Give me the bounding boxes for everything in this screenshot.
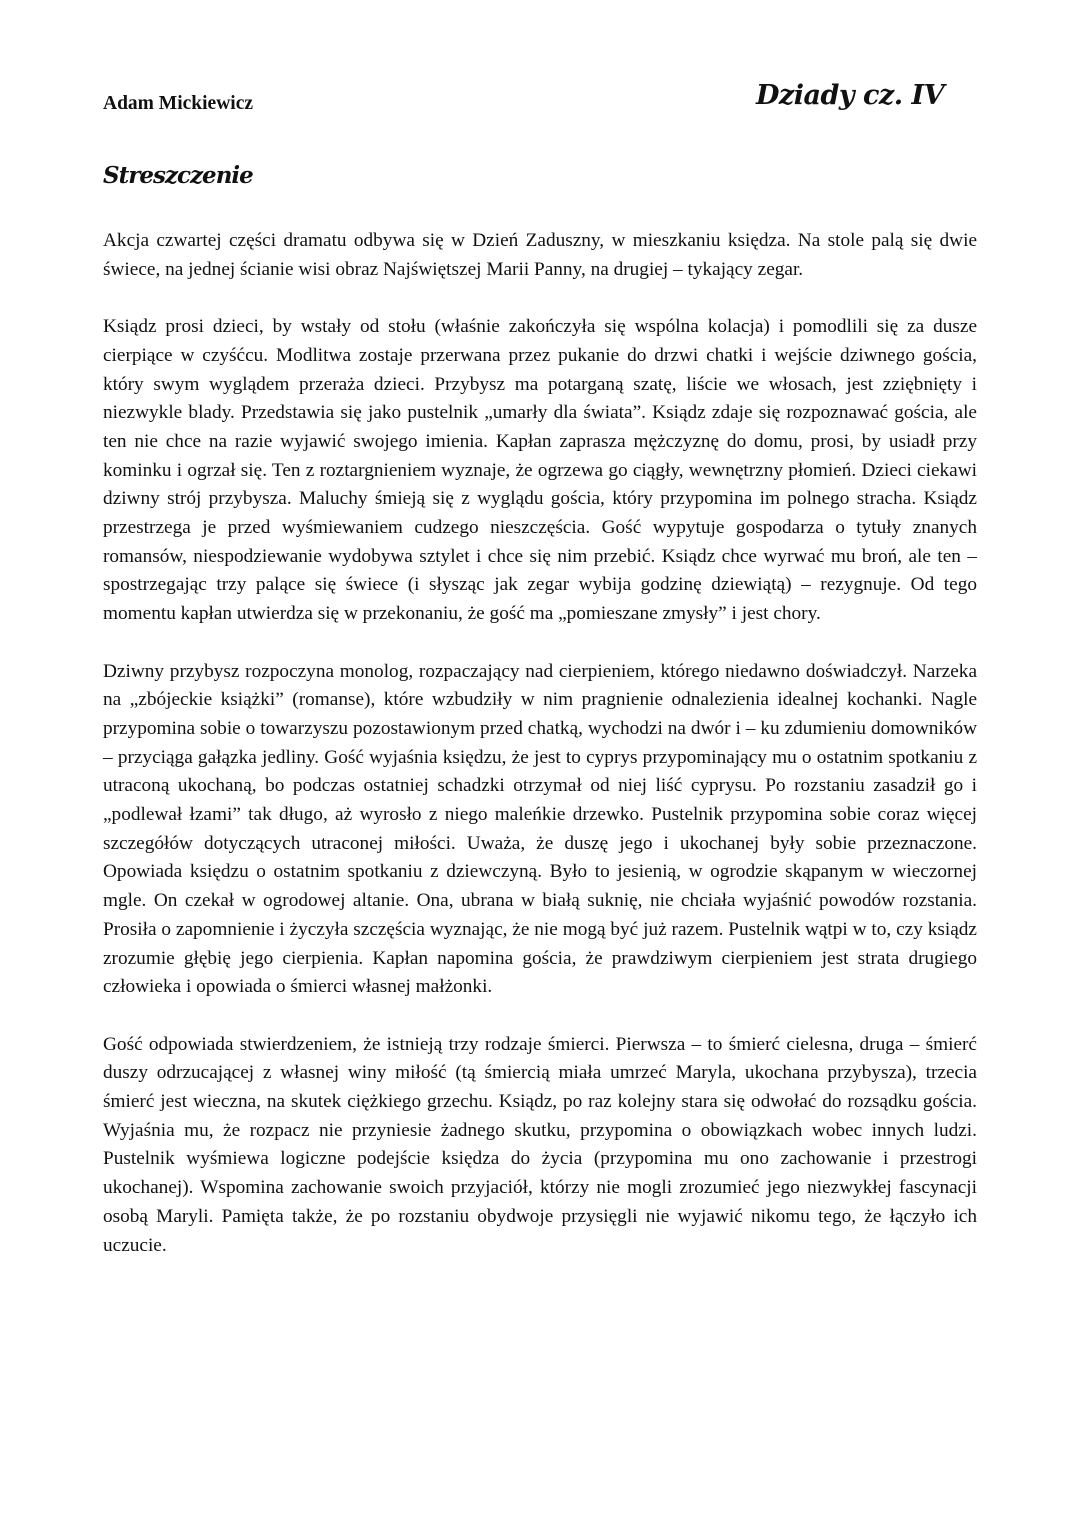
paragraph-2: Ksiądz prosi dzieci, by wstały od stołu (właśnie zakończyła się wspólna kolacja) i pomodlili się za dusze cierpiące w czyśćcu. Modlitwa zostaje przerwana przez pukanie do drzwi chatki i wejście dziwnego gościa, który swym wyglądem przeraża dzieci. Przybysz ma potarganą szatę, liście we włosach, jest zziębnięty i niezwykle blady. Przedstawia się jako pustelnik „umarły dla świata”. Ksiądz zdaje się rozpoznawać gościa, ale ten nie chce na razie wyjawić swojego imienia. Kapłan zaprasza mężczyznę do domu, prosi, by usiadł przy kominku i ogrzał się. Ten z roztargnieniem wyznaje, że ogrzewa go ciągły, wewnętrzny płomień. Dzieci ciekawi dziwny strój przybysza. Maluchy śmieją się z wyglądu gościa, który przypomina im polnego stracha. Ksiądz przestrzega je przed wyśmiewaniem cudzego nieszczęścia. Gość wypytuje gospodarza o tytuły znanych romansów, niespodziewanie wydobywa sztylet i chce się nim przebić. Ksiądz chce wyrwać mu broń, ale ten – spostrzegając trzy palące się świece (i słysząc jak zegar wybija godzinę dziewiątą) – rezygnuje. Od tego momentu kapłan utwierdza się w przekonaniu, że gość ma „pomieszane zmysły” i jest chory.	[103, 316, 977, 625]
document-body	[103, 227, 977, 1289]
paragraph-4: Gość odpowiada stwierdzeniem, że istnieją trzy rodzaje śmierci. Pierwsza – to śmierć cielesna, druga – śmierć duszy odrzucającej z własnej winy miłość (tą śmiercią miała umrzeć Maryla, ukochana przybysza), trzecia śmierć jest wieczna, na skutek ciężkiego grzechu. Ksiądz, po raz kolejny stara się odwołać do rozsądku gościa. Wyjaśnia mu, że rozpacz nie przyniesie żadnego skutku, przypomina o obowiązkach wobec innych ludzi. Pustelnik wyśmiewa logiczne podejście księdza do życia (przypomina mu ono zachowanie i przestrogi ukochanej). Wspomina zachowanie swoich przyjaciół, którzy nie mogli zrozumieć jego niezwykłej fascynacji osobą Maryli. Pamięta także, że po rozstaniu obydwoje przysięgli nie wyjawić nikomu tego, że łączyło ich uczucie.	[103, 1033, 977, 1256]
paragraph-1: Akcja czwartej części dramatu odbywa się w Dzień Zaduszny, w mieszkaniu księdza. Na stole palą się dwie świece, na jednej ścianie wisi obraz Najświętszej Marii Panny, na drugiej – tykający zegar.	[103, 230, 977, 280]
document-title: Dziady cz. IV	[756, 80, 945, 111]
author-name: Adam Mickiewicz	[103, 93, 254, 114]
section-heading: Streszczenie	[103, 162, 253, 189]
paragraph-3: Dziwny przybysz rozpoczyna monolog, rozpaczający nad cierpieniem, którego niedawno doświadczył. Narzeka na „zbójeckie książki” (romanse), które wzbudziły w nim pragnienie odnalezienia idealnej kochanki. Nagle przypomina sobie o towarzyszu pozostawionym przed chatką, wychodzi na dwór i – ku zdumieniu domowników – przyciąga gałązka jedliny. Gość wyjaśnia księdzu, że jest to cyprys przypominający mu o ostatnim spotkaniu z utraconą ukochaną, bo podczas ostatniej schadzki otrzymał od niej liść cyprysu. Po rozstaniu zasadził go i „podlewał łzami” tak długo, aż wyrosło z niego maleńkie drzewko. Pustelnik przypomina sobie coraz więcej szczegółów dotyczących utraconej miłości. Uważa, że duszę jego i ukochanej były sobie przeznaczone. Opowiada księdzu o ostatnim spotkaniu z dziewczyną. Było to jesienią, w ogrodzie skąpanym w wieczornej mgle. On czekał w ogrodowej altanie. Ona, ubrana w białą suknię, nie chciała wyjaśnić powodów rozstania. Prosiła o zapomnienie i życzyła szczęścia wyznając, że nie mogą być już razem. Pustelnik wątpi w to, czy ksiądz zrozumie głębię jego cierpienia. Kapłan napomina gościa, że prawdziwym cierpieniem jest strata drugiego człowieka i opowiada o śmierci własnej małżonki.	[103, 660, 977, 998]
